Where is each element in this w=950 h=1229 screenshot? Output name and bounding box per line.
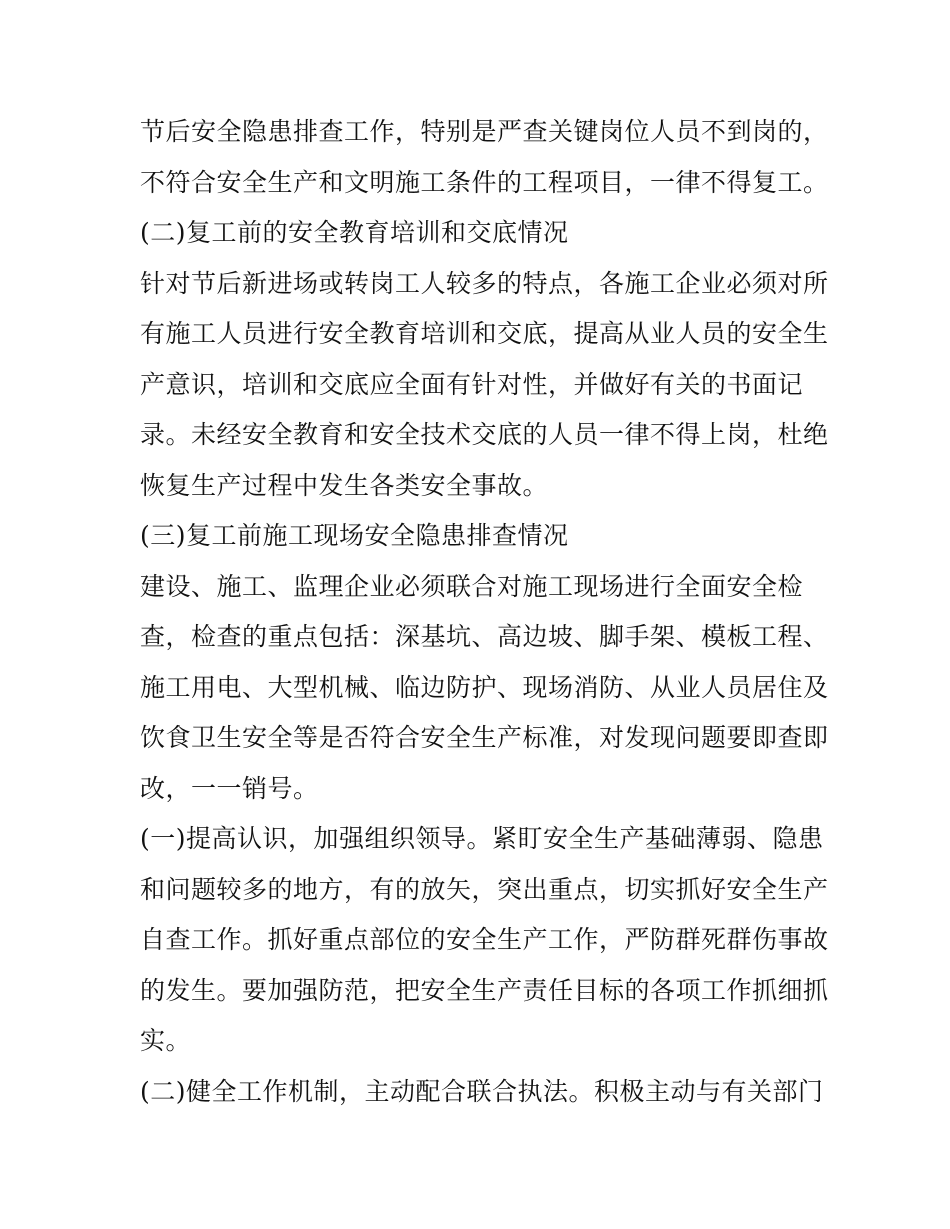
text-line: 饮食卫生安全等是否符合安全生产标准，对发现问题要即查即: [140, 723, 829, 752]
document-body: [140, 107, 829, 1117]
text-line: 查，检查的重点包括：深基坑、高边坡、脚手架、模板工程、: [140, 622, 829, 651]
text-line: 针对节后新进场或转岗工人较多的特点，各施工企业必须对所: [140, 268, 829, 298]
section-heading: (二)复工前的安全教育培训和交底情况: [140, 218, 569, 247]
section-heading: (三)复工前施工现场安全隐患排查情况: [140, 521, 569, 550]
text-line: 自查工作。抓好重点部位的安全生产工作，严防群死群伤事故: [140, 925, 829, 954]
text-line: 有施工人员进行安全教育培训和交底，提高从业人员的安全生: [140, 319, 829, 348]
text-line: (二)健全工作机制，主动配合联合执法。积极主动与有关部门: [140, 1076, 824, 1106]
text-line: 的发生。要加强防范，把安全生产责任目标的各项工作抓细抓: [140, 975, 829, 1005]
text-line: (一)提高认识，加强组织领导。紧盯安全生产基础薄弱、隐患: [140, 824, 824, 853]
text-line: 恢复生产过程中发生各类安全事故。: [140, 470, 549, 500]
text-line: 不符合安全生产和文明施工条件的工程项目，一律不得复工。: [140, 167, 829, 197]
text-line: 节后安全隐患排查工作，特别是严查关键岗位人员不到岗的，: [140, 117, 829, 146]
text-line: 改，一一销号。: [140, 773, 319, 803]
text-line: 录。未经安全教育和安全技术交底的人员一律不得上岗，杜绝: [140, 420, 829, 449]
text-line: 和问题较多的地方，有的放矢，突出重点，切实抓好安全生产: [140, 874, 829, 904]
text-line: 产意识，培训和交底应全面有针对性，并做好有关的书面记: [140, 369, 804, 399]
text-line: 实。: [140, 1026, 192, 1055]
text-line: 建设、施工、监理企业必须联合对施工现场进行全面安全检: [140, 571, 804, 601]
text-line: 施工用电、大型机械、临边防护、现场消防、从业人员居住及: [140, 672, 829, 702]
